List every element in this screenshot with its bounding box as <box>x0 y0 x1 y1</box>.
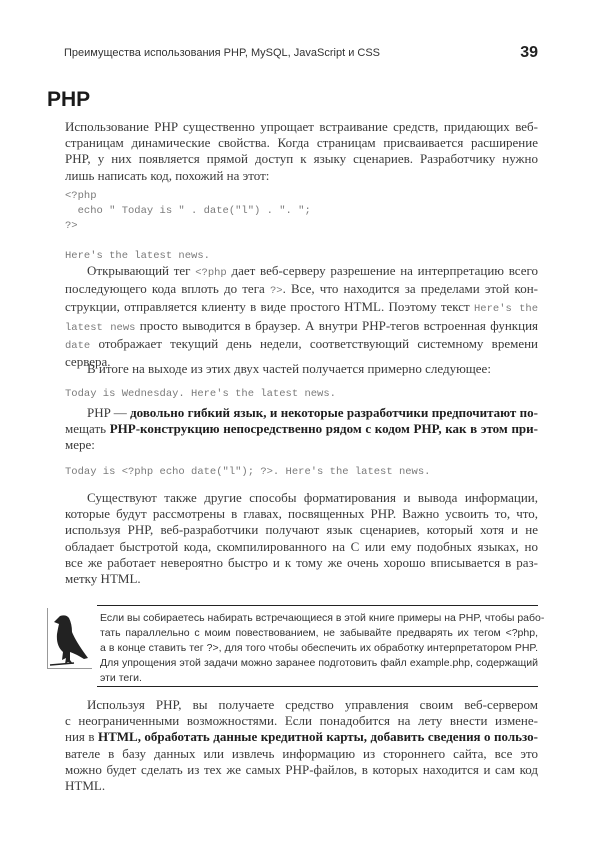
paragraph <box>65 263 538 370</box>
tip-note <box>97 605 545 687</box>
text-run: используя PHP, веб-разработчики получают язык сценариев, который хотя и не <box>65 522 538 538</box>
note-line: эти теги. <box>100 672 142 684</box>
text-run: дает веб-серверу разрешение на интерпретацию всего <box>226 263 538 278</box>
text-line <box>65 571 538 587</box>
text-run: Использование PHP существенно упрощает встраивание средств, придающих веб- <box>65 119 538 134</box>
text-line <box>65 151 538 167</box>
text-run: PHP, у них появляется прямой доступ к языку сценариев. Разработчику нужно <box>65 151 538 167</box>
text-line <box>65 421 538 437</box>
text-run: отображает текущий день недели, соответствующий системному времени <box>90 335 538 351</box>
text-run: . Все, что находится за пределами этой кон- <box>282 281 538 297</box>
text-line <box>65 135 538 151</box>
paragraph <box>65 361 538 377</box>
text-line <box>65 506 538 522</box>
note-line: Если вы собираетесь набирать встречающиеся в этой книге примеры на PHP, чтобы рабо- <box>100 612 545 624</box>
text-run: Существуют также другие способы форматирования и вывода информации, <box>87 490 538 505</box>
text-line <box>65 299 538 317</box>
section-heading: PHP <box>47 88 91 111</box>
text-run: все же работает невероятно быстро и к тому же очень хорошо вписывается в раз- <box>65 554 538 570</box>
text-run: мере: <box>65 437 95 453</box>
text-line <box>65 361 538 377</box>
text-line <box>65 490 538 506</box>
text-run: Используя PHP, вы получаете средство управления своим веб-сервером <box>87 697 538 712</box>
note-line: Для упрощения этой задачи можно заранее подготовить файл example.php, содержащий <box>100 657 538 669</box>
inline-code: date <box>65 339 91 352</box>
text-run: сервера. <box>65 354 111 370</box>
text-run: В итоге на выходе из этих двух частей получается примерно следующее: <box>87 361 491 376</box>
code-line: Here's the latest news. <box>65 250 210 262</box>
text-line <box>65 168 538 184</box>
paragraph <box>65 697 538 794</box>
code-line: ?> <box>65 220 78 232</box>
text-line <box>65 263 538 281</box>
bold-text: PHP-конструкцию непосредственно рядом с кодом PHP, как в этом при- <box>109 421 538 437</box>
text-line <box>65 746 538 762</box>
text-run: метку HTML. <box>65 571 141 587</box>
text-line <box>65 697 538 713</box>
code-line: echo " Today is " . date("l") . ". "; <box>65 205 311 217</box>
text-line <box>65 762 538 778</box>
bold-text: HTML, обработать данные кредитной карты, добавить сведения о пользо- <box>97 729 538 745</box>
text-line <box>65 539 538 555</box>
text-run: мещать <box>65 421 110 437</box>
text-line <box>65 119 538 135</box>
text-run: струкции, отправляется клиенту в виде простого HTML. Поэтому текст <box>65 299 474 315</box>
note-line: а в конце ставить тег ?>, для того чтобы обеспечить их обработку интерпретатором PHP. <box>100 642 538 654</box>
text-run: вателе в базу данных или извлечь информацию из стороннего сайта, все это <box>65 745 538 761</box>
paragraph <box>65 405 538 454</box>
text-line <box>65 318 538 336</box>
paragraph <box>65 490 538 587</box>
inline-code: ?> <box>269 285 283 298</box>
text-run: PHP — <box>87 405 131 420</box>
page-number: 39 <box>520 44 538 61</box>
text-line <box>65 437 538 453</box>
text-line <box>65 281 538 299</box>
code-line: Today is Wednesday. Here's the latest news. <box>65 388 336 400</box>
text-run: просто выводится в браузер. А внутри PHP-тегов встроенная функция <box>135 317 538 333</box>
paragraph <box>65 119 538 184</box>
text-line <box>65 713 538 729</box>
text-run: HTML. <box>65 778 106 794</box>
inline-code: <?php <box>195 267 227 279</box>
text-run: страницам динамические свойства. Когда страницам присваивается расширение <box>65 135 538 151</box>
text-run: которые будут рассмотрены в главах, посвященных PHP. Важно усвоить то, что, <box>65 506 538 522</box>
text-line <box>65 405 538 421</box>
text-run: с неограниченными возможностями. Если понадобится на лету внести измене- <box>65 713 538 729</box>
note-line: тать параллельно с моим повествованием, не забывайте предварять их тегом <?php, <box>100 627 538 639</box>
code-block <box>65 465 538 480</box>
running-header: Преимущества использования PHP, MySQL, JavaScript и CSS <box>64 47 381 59</box>
text-run: можно будет сделать из тех же самых PHP-файлов, в которых находится и сам код <box>65 761 538 777</box>
inline-code: latest news <box>65 321 136 334</box>
code-block <box>65 387 538 402</box>
crow-icon <box>47 608 92 669</box>
text-line <box>65 778 538 794</box>
text-run: лишь написать код, похожий на этот: <box>65 167 270 183</box>
text-run: последующего кода вплоть до тега <box>65 281 270 297</box>
code-line: Today is <?php echo date("l"); ?>. Here's the latest news. <box>65 466 431 478</box>
text-line <box>65 555 538 571</box>
code-line: <?php <box>65 190 97 202</box>
inline-code: Here's the <box>473 303 538 316</box>
text-run: Открывающий тег <box>87 263 196 278</box>
text-line <box>65 336 538 354</box>
text-run: обладает быстротой кода, скомпилированного на C или ему подобных языках, но <box>65 538 538 554</box>
code-block <box>65 189 538 264</box>
text-line <box>65 522 538 538</box>
bold-text: довольно гибкий язык, и некоторые разработчики предпочитают по- <box>130 405 538 420</box>
text-run: ния в <box>65 729 98 745</box>
text-line <box>65 729 538 745</box>
code-line <box>65 234 538 249</box>
